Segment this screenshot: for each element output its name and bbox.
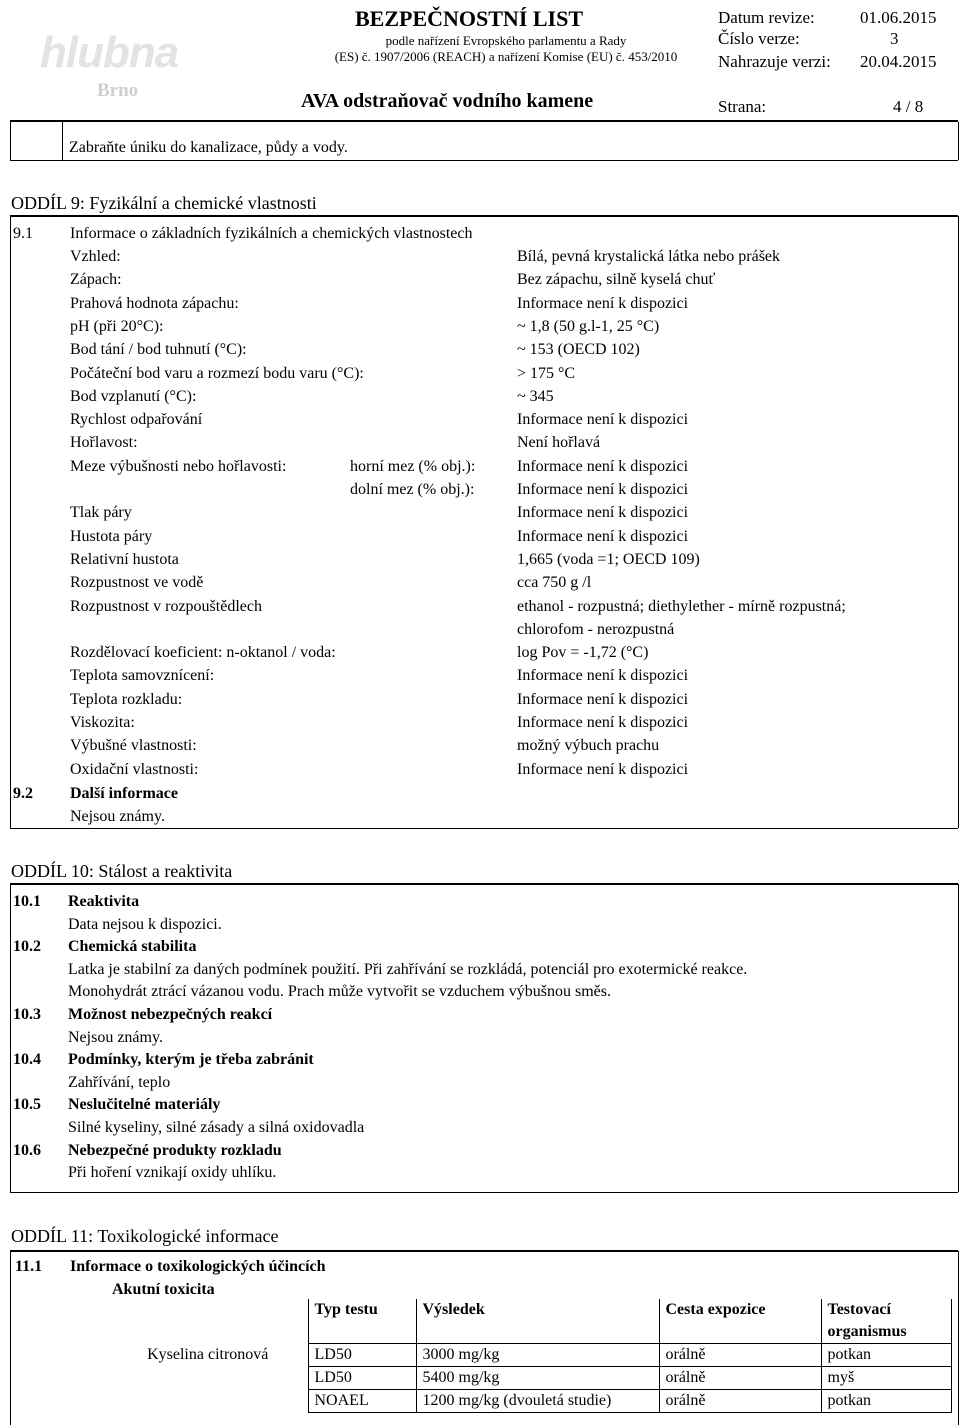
revision-date-label: Datum revize:	[718, 8, 815, 27]
table-border	[958, 122, 959, 160]
table-header-cell: Výsledek	[416, 1299, 659, 1344]
table-cell: LD50	[308, 1367, 416, 1390]
revision-date-value: 01.06.2015	[860, 8, 937, 27]
subsection-number: 10.2	[13, 938, 41, 955]
subsection-title: Podmínky, kterým je třeba zabránit	[68, 1051, 314, 1068]
subsection-number: 10.6	[13, 1142, 41, 1159]
version-value: 3	[890, 29, 899, 48]
table-cell: 3000 mg/kg	[416, 1344, 659, 1367]
company-logo-city: Brno	[97, 80, 139, 101]
table-border	[10, 884, 11, 1192]
subsection-text: Nejsou známy.	[68, 1029, 163, 1046]
toxicity-table	[108, 1299, 952, 1413]
property-value: ~ 153 (OECD 102)	[517, 341, 640, 358]
property-value-continued: chlorofom - nerozpustná	[517, 621, 675, 638]
subsection-title: Nebezpečné produkty rozkladu	[68, 1142, 282, 1159]
product-name: AVA odstraňovač vodního kamene	[301, 90, 594, 112]
table-border	[10, 1192, 958, 1193]
section-divider	[10, 1250, 958, 1252]
top-note: Zabraňte úniku do kanalizace, půdy a vody.	[69, 139, 348, 156]
subsection-9-2-number: 9.2	[13, 785, 33, 802]
regulation-reference	[334, 33, 678, 65]
table-header-cell: Testovací organismus	[821, 1299, 951, 1344]
property-label: Zápach:	[70, 271, 122, 288]
table-cell: 1200 mg/kg (dvouletá studie)	[416, 1390, 659, 1413]
section-10-title: ODDÍL 10: Stálost a reaktivita	[11, 861, 233, 881]
table-cell: NOAEL	[308, 1390, 416, 1413]
subsection-9-2-text: Nejsou známy.	[70, 808, 165, 825]
property-value: Informace není k dispozici	[517, 481, 689, 498]
property-value: ethanol - rozpustná; diethylether - mírně rozpustná;	[517, 598, 846, 615]
property-value: > 175 °C	[517, 365, 576, 382]
substance-cell: Kyselina citronová	[147, 1345, 269, 1363]
replaces-version-label: Nahrazuje verzi:	[718, 52, 831, 71]
table-cell: 5400 mg/kg	[416, 1367, 659, 1390]
property-value: ~ 345	[517, 388, 554, 405]
subsection-text: Při hoření vznikají oxidy uhlíku.	[68, 1164, 277, 1181]
property-label: Bod vzplanutí (°C):	[70, 388, 197, 405]
property-value: Informace není k dispozici	[517, 714, 689, 731]
table-border	[958, 884, 959, 1192]
property-value: Není hořlavá	[517, 434, 601, 451]
table-row	[108, 1390, 951, 1413]
subsection-text: Zahřívání, teplo	[68, 1074, 171, 1091]
subsection-title: Možnost nebezpečných reakcí	[68, 1006, 273, 1023]
property-value: Informace není k dispozici	[517, 761, 689, 778]
property-label: Rozdělovací koeficient: n-oktanol / voda:	[70, 644, 336, 661]
property-label: Bod tání / bod tuhnutí (°C):	[70, 341, 247, 358]
property-value: možný výbuch prachu	[517, 737, 660, 754]
acute-toxicity-label: Akutní toxicita	[112, 1281, 215, 1298]
table-row	[108, 1344, 951, 1367]
section-divider	[10, 883, 958, 885]
property-label: Viskozita:	[70, 714, 135, 731]
subsection-title: Neslučitelné materiály	[68, 1096, 221, 1113]
table-cell: orálně	[659, 1344, 821, 1367]
table-border	[10, 122, 11, 160]
table-border	[10, 160, 958, 161]
regulation-line-1: podle nařízení Evropského parlamentu a Rady	[385, 33, 627, 48]
substance-cell	[108, 1367, 308, 1390]
section-divider	[10, 215, 958, 217]
property-label: Tlak páry	[70, 504, 132, 521]
section-9-title: ODDÍL 9: Fyzikální a chemické vlastnosti	[11, 193, 317, 213]
property-label: Teplota rozkladu:	[70, 691, 183, 708]
subsection-number: 10.4	[13, 1051, 41, 1068]
subsection-11-1-number: 11.1	[15, 1258, 43, 1275]
subsection-number: 10.1	[13, 893, 41, 910]
subsection-9-2-title: Další informace	[70, 785, 178, 802]
table-header-row	[108, 1299, 951, 1344]
table-border	[10, 216, 11, 828]
table-border	[958, 216, 959, 828]
document-title: BEZPEČNOSTNÍ LIST	[355, 6, 584, 31]
property-sublabel: horní mez (% obj.):	[350, 458, 476, 475]
table-border	[958, 1251, 959, 1425]
subsection-text: Silné kyseliny, silné zásady a silná oxidovadla	[68, 1119, 365, 1136]
table-header-empty	[108, 1299, 308, 1344]
property-value: Informace není k dispozici	[517, 667, 689, 684]
property-value: 1,665 (voda =1; OECD 109)	[517, 551, 700, 568]
property-label: Hustota páry	[70, 528, 153, 545]
property-label: Prahová hodnota zápachu:	[70, 295, 239, 312]
table-border	[10, 1251, 11, 1425]
property-value: Informace není k dispozici	[517, 295, 689, 312]
table-header-cell: Typ testu	[308, 1299, 416, 1344]
table-border	[62, 122, 63, 160]
subsection-9-1-title: Informace o základních fyzikálních a chemických vlastnostech	[70, 225, 473, 242]
subsection-9-1-number: 9.1	[13, 225, 33, 242]
page-label: Strana:	[718, 97, 767, 116]
subsection-title: Reaktivita	[68, 893, 140, 910]
property-value: Informace není k dispozici	[517, 458, 689, 475]
table-row	[108, 1367, 951, 1390]
property-label: Relativní hustota	[70, 551, 179, 568]
property-label: Rozpustnost ve vodě	[70, 574, 204, 591]
property-label: Počáteční bod varu a rozmezí bodu varu (°C):	[70, 365, 364, 382]
header-divider	[10, 120, 958, 122]
subsection-11-1-title: Informace o toxikologických účincích	[70, 1258, 326, 1275]
subsection-text: Latka je stabilní za daných podmínek použití. Při zahřívání se rozkládá, potenciál pro exotermické reakce.	[68, 961, 748, 978]
property-label: Výbušné vlastnosti:	[70, 737, 197, 754]
table-header-cell: Cesta expozice	[659, 1299, 821, 1344]
property-value: log Pov = -1,72 (°C)	[517, 644, 649, 661]
replaces-version-value: 20.04.2015	[860, 52, 937, 71]
subsection-text: Data nejsou k dispozici.	[68, 916, 222, 933]
property-label: Rychlost odpařování	[70, 411, 203, 428]
property-value: Informace není k dispozici	[517, 528, 689, 545]
version-label: Číslo verze:	[718, 29, 800, 48]
property-label: Hořlavost:	[70, 434, 138, 451]
property-value: cca 750 g /l	[517, 574, 592, 591]
company-logo: hlubna	[40, 28, 179, 77]
property-label: Vzhled:	[70, 248, 121, 265]
table-border	[10, 828, 958, 829]
table-cell: potkan	[821, 1344, 951, 1367]
subsection-title: Chemická stabilita	[68, 938, 197, 955]
section-11-title: ODDÍL 11: Toxikologické informace	[11, 1226, 279, 1246]
property-label: Rozpustnost v rozpouštědlech	[70, 598, 262, 615]
property-label: pH (při 20°C):	[70, 318, 164, 335]
property-sublabel: dolní mez (% obj.):	[350, 481, 475, 498]
table-cell: potkan	[821, 1390, 951, 1413]
regulation-line-2: (ES) č. 1907/2006 (REACH) a nařízení Komise (EU) č. 453/2010	[334, 49, 678, 64]
table-cell: orálně	[659, 1367, 821, 1390]
property-value: ~ 1,8 (50 g.l-1, 25 °C)	[517, 318, 660, 335]
property-label: Oxidační vlastnosti:	[70, 761, 199, 778]
table-cell: LD50	[308, 1344, 416, 1367]
property-value: Informace není k dispozici	[517, 504, 689, 521]
subsection-number: 10.5	[13, 1096, 41, 1113]
property-label: Teplota samovznícení:	[70, 667, 215, 684]
property-label: Meze výbušnosti nebo hořlavosti:	[70, 458, 287, 475]
table-cell: myš	[821, 1367, 951, 1390]
property-value: Informace není k dispozici	[517, 411, 689, 428]
property-value: Bez zápachu, silně kyselá chuť	[517, 271, 716, 288]
subsection-text: Monohydrát ztrácí vázanou vodu. Prach může vytvořit se vzduchem výbušnou směs.	[68, 983, 611, 1000]
table-cell: orálně	[659, 1390, 821, 1413]
subsection-number: 10.3	[13, 1006, 41, 1023]
property-value: Bílá, pevná krystalická látka nebo prášek	[517, 248, 781, 265]
substance-cell	[108, 1390, 308, 1413]
page-number: 4 / 8	[893, 97, 924, 116]
property-value: Informace není k dispozici	[517, 691, 689, 708]
